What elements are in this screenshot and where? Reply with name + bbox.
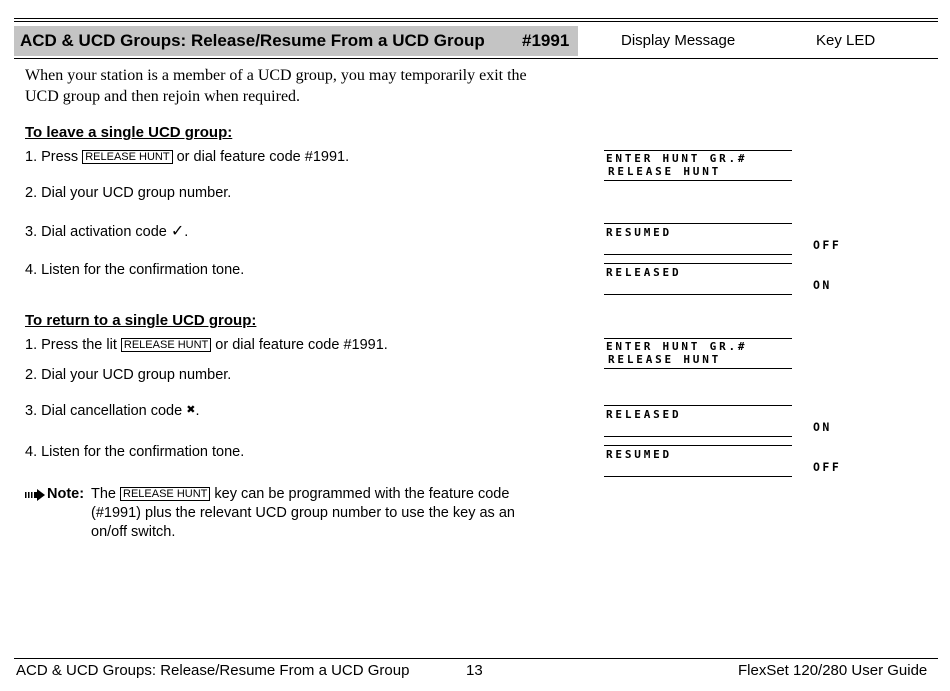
display-line [604, 436, 792, 437]
leave-step-3 [25, 221, 188, 240]
leave-display-3: RESUMED [606, 226, 672, 239]
display-line [604, 368, 792, 369]
leave-step-1-text: 1. Press [25, 149, 83, 165]
display-line [604, 445, 792, 446]
release-hunt-key: RELEASE HUNT [120, 487, 210, 501]
return-step-3-text: 3. Dial cancellation code [25, 403, 187, 419]
note-line-2: (#1991) plus the relevant UCD group number to use the key as an [91, 505, 515, 521]
return-step-2: 2. Dial your UCD group number. [25, 367, 232, 383]
display-message-heading: Display Message [621, 32, 736, 49]
display-line [604, 405, 792, 406]
display-line [604, 150, 792, 151]
leave-step-3-text-end: . [184, 224, 189, 240]
intro-line-1: When your station is a member of a UCD group, you may temporarily exit the [25, 67, 527, 84]
note-line-1-text: The [91, 486, 121, 502]
return-display-3: RELEASED [606, 408, 682, 421]
return-display-4: RESUMED [606, 448, 672, 461]
leave-step-2: 2. Dial your UCD group number. [25, 185, 232, 201]
note-label: Note: [47, 486, 85, 502]
footer-section-title: ACD & UCD Groups: Release/Resume From a UCD Group [16, 662, 410, 679]
release-hunt-key: RELEASE HUNT [82, 150, 172, 164]
leave-led-4: ON [813, 278, 832, 292]
note-line-1-text-end: key can be programmed with the feature code [210, 486, 510, 502]
release-hunt-key: RELEASE HUNT [121, 338, 211, 352]
display-line [604, 338, 792, 339]
key-led-heading: Key LED [816, 32, 876, 49]
page-title: ACD & UCD Groups: Release/Resume From a UCD Group [20, 31, 485, 50]
return-step-3-text-end: . [195, 403, 200, 419]
return-step-1-text: 1. Press the lit [25, 337, 121, 353]
display-line [604, 180, 792, 181]
return-step-1-text-end: or dial feature code #1991. [211, 337, 388, 353]
checkmark-icon: ✓ [170, 221, 185, 240]
leave-display-1-line-2: RELEASE HUNT [608, 165, 722, 178]
footer-rule [14, 658, 938, 659]
return-heading: To return to a single UCD group: [25, 312, 257, 329]
note-line-1 [91, 485, 509, 504]
leave-led-3: OFF [813, 238, 842, 252]
return-step-1 [25, 337, 388, 353]
display-line [604, 254, 792, 255]
leave-step-4: 4. Listen for the confirmation tone. [25, 262, 245, 278]
leave-heading: To leave a single UCD group: [25, 124, 233, 141]
return-led-4: OFF [813, 460, 842, 474]
return-step-3 [25, 403, 199, 419]
top-rule-2 [14, 21, 938, 22]
display-line [604, 263, 792, 264]
note-arrow-icon-svg [25, 489, 46, 501]
note-arrow-icon [25, 488, 46, 506]
leave-display-1-line-1: ENTER HUNT GR.# [606, 152, 748, 165]
return-display-1-line-1: ENTER HUNT GR.# [606, 340, 748, 353]
leave-step-1-text-end: or dial feature code #1991. [172, 149, 350, 165]
note-line-3: on/off switch. [91, 524, 176, 540]
display-line [604, 294, 792, 295]
top-rule-1 [14, 18, 938, 19]
cross-icon: ✖ [186, 403, 196, 416]
return-led-3: ON [813, 420, 832, 434]
footer-page-number: 13 [466, 662, 483, 679]
return-display-1-line-2: RELEASE HUNT [608, 353, 722, 366]
display-line [604, 476, 792, 477]
leave-step-3-text: 3. Dial activation code [25, 224, 171, 240]
intro-line-2: UCD group and then rejoin when required. [25, 88, 301, 105]
leave-step-1 [25, 149, 349, 165]
return-step-4: 4. Listen for the confirmation tone. [25, 444, 245, 460]
footer-guide-title: FlexSet 120/280 User Guide [738, 662, 928, 679]
leave-display-4: RELEASED [606, 266, 682, 279]
display-line [604, 223, 792, 224]
header-underline [14, 58, 938, 59]
feature-code: #1991 [522, 31, 570, 50]
